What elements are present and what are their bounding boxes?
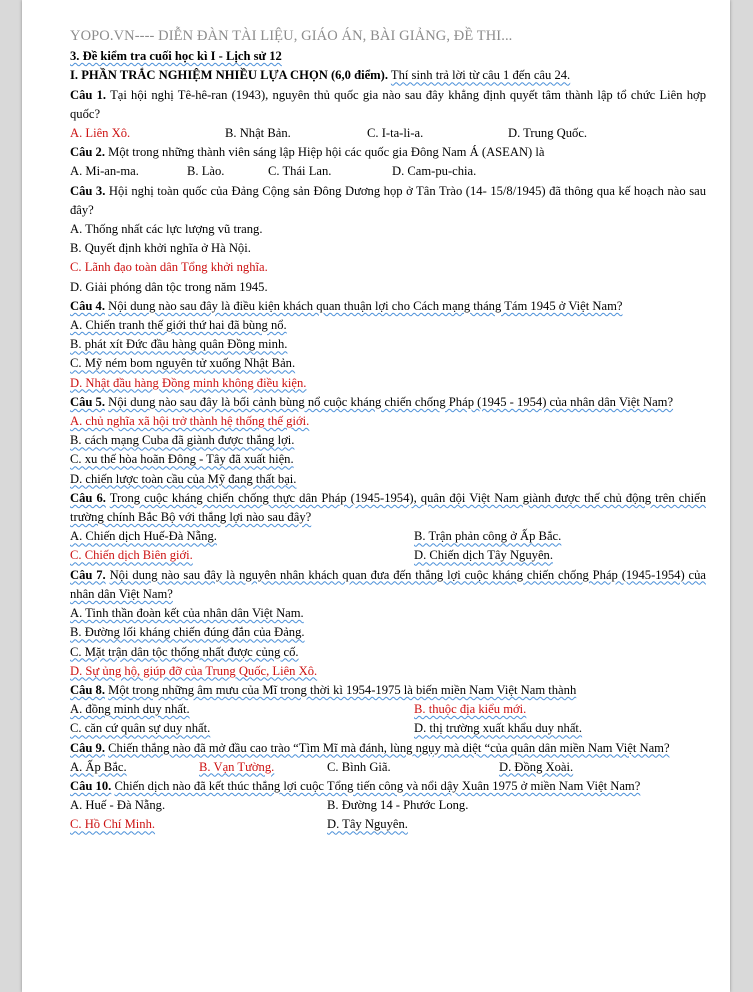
option: A. Mi-an-ma. — [70, 164, 139, 179]
option-correct: C. Lãnh đạo toàn dân Tổng khởi nghĩa. — [70, 260, 268, 275]
exam-title: 3. Đề kiểm tra cuối học kì I - Lịch sử 12 — [70, 49, 282, 64]
option-correct: A. Liên Xô. — [70, 126, 131, 141]
option-correct: D. Nhật đầu hàng Đồng minh không điều kiện. — [70, 375, 307, 390]
section-instruction: Thí sinh trả lời từ câu 1 đến câu 24. — [390, 68, 571, 83]
option: D. Trung Quốc. — [508, 126, 588, 141]
question-label: Câu 4. — [70, 298, 105, 313]
question-stem — [70, 182, 706, 220]
question-stem — [70, 297, 706, 316]
option: B. Trận phản công ở Ấp Bắc. — [414, 529, 562, 544]
option-correct: C. Hồ Chí Minh. — [70, 817, 156, 832]
option: C. Mặt trận dân tộc thống nhất được củng cố. — [70, 644, 299, 659]
section-title: I. PHẦN TRẮC NGHIỆM NHIỀU LỰA CHỌN (6,0 điểm). — [70, 68, 388, 83]
options-row — [70, 527, 706, 546]
options-row — [70, 815, 706, 834]
question-label: Câu 3. — [70, 183, 106, 198]
option-correct: B. Vạn Tường. — [199, 759, 275, 774]
option: C. Thái Lan. — [268, 164, 332, 179]
option: C. I-ta-li-a. — [367, 126, 424, 141]
question-label: Câu 1. — [70, 87, 107, 102]
option-correct: D. Sự ủng hộ, giúp đỡ của Trung Quốc, Liên Xô. — [70, 663, 318, 678]
option: B. phát xít Đức đầu hàng quân Đồng minh. — [70, 337, 288, 352]
option: D. Chiến dịch Tây Nguyên. — [414, 548, 553, 563]
question-label: Câu 2. — [70, 145, 105, 160]
question-text: Nội dung nào sau đây là bối cảnh bùng nổ cuộc kháng chiến chống Pháp (1945 - 1954) của nhân dân Việt Nam? — [108, 394, 674, 409]
option: B. Lào. — [187, 164, 225, 179]
options-row — [70, 124, 706, 143]
document-page — [22, 0, 730, 992]
option: C. Bình Giã. — [327, 759, 391, 774]
question-label: Câu 7. — [70, 567, 106, 582]
question-stem — [70, 86, 706, 124]
question-text: Tại hội nghị Tê-hê-ran (1943), nguyên thủ quốc gia nào sau đây khẳng định quyết tâm thành lập tổ chức Liên hợp quốc? — [70, 87, 707, 121]
question-text: Một trong những âm mưu của Mĩ trong thời kì 1954-1975 là biến miền Nam Việt Nam thành — [108, 682, 577, 697]
question-text: Nội dung nào sau đây là nguyên nhân khách quan đưa đến thắng lợi cuộc kháng chiến chống Pháp (1945-1954) của nhân dân Việt Nam? — [70, 567, 706, 601]
question-stem — [70, 739, 706, 758]
question-stem — [70, 566, 706, 604]
option-correct: C. Chiến dịch Biên giới. — [70, 548, 193, 563]
option: A. Chiến dịch Huế-Đà Nẵng. — [70, 529, 217, 544]
option: A. Tinh thần đoàn kết của nhân dân Việt Nam. — [70, 606, 304, 621]
question-stem — [70, 143, 706, 162]
option: D. thị trường xuất khẩu duy nhất. — [414, 721, 583, 736]
option: D. Cam-pu-chia. — [392, 164, 477, 179]
question-stem — [70, 393, 706, 412]
question-text: Chiến thắng nào đã mở đầu cao trào “Tìm Mĩ mà đánh, lùng ngụy mà diệt “của quân dân miền Nam Việt Nam? — [108, 740, 670, 755]
option: A. đồng minh duy nhất. — [70, 702, 190, 717]
options-row — [70, 546, 706, 565]
option: C. Mỹ ném bom nguyên tử xuống Nhật Bản. — [70, 356, 296, 371]
question-text: Trong cuộc kháng chiến chống thực dân Pháp (1945-1954), quân đội Việt Nam giành được thế chủ động trên chiến trường chính Bắc Bộ với thắng lợi nào sau đây? — [70, 490, 706, 525]
option: B. Đường lối kháng chiến đúng đắn của Đảng. — [70, 625, 305, 640]
option: D. Tây Nguyên. — [327, 817, 408, 832]
question-stem — [70, 681, 706, 700]
question-label: Câu 10. — [70, 778, 112, 793]
document-content — [70, 27, 706, 835]
question-label: Câu 5. — [70, 394, 105, 409]
option: B. cách mạng Cuba đã giành được thắng lợi. — [70, 433, 295, 448]
question-text: Chiến dịch nào đã kết thúc thắng lợi cuộc Tổng tiến công và nổi dậy Xuân 1975 ở miền Nam Việt Nam? — [114, 778, 641, 793]
question-label: Câu 8. — [70, 682, 105, 697]
option: D. Đồng Xoài. — [499, 759, 574, 774]
option: A. Ấp Bắc. — [70, 759, 127, 774]
section-heading — [70, 66, 706, 85]
option-correct: B. thuộc địa kiểu mới. — [414, 702, 527, 717]
option: B. Nhật Bản. — [225, 126, 291, 141]
option: C. căn cứ quân sự duy nhất. — [70, 721, 211, 736]
option: A. Chiến tranh thế giới thứ hai đã bùng nổ. — [70, 318, 287, 333]
question-text: Nội dung nào sau đây là điều kiện khách quan thuận lợi cho Cách mạng tháng Tám 1945 ở Việt Nam? — [108, 298, 623, 313]
options-row — [70, 796, 706, 815]
question-stem — [70, 489, 706, 527]
question-label: Câu 9. — [70, 740, 105, 755]
question-text: Một trong những thành viên sáng lập Hiệp hội các quốc gia Đông Nam Á (ASEAN) là — [108, 145, 545, 160]
option: B. Quyết định khởi nghĩa ở Hà Nội. — [70, 241, 251, 256]
options-row — [70, 700, 706, 719]
question-stem — [70, 777, 706, 796]
option-correct: A. chủ nghĩa xã hội trở thành hệ thống thế giới. — [70, 414, 310, 429]
option: C. xu thế hòa hoãn Đông - Tây đã xuất hiện. — [70, 452, 294, 467]
option: B. Đường 14 - Phước Long. — [327, 798, 469, 813]
question-label: Câu 6. — [70, 490, 106, 505]
option: A. Huế - Đà Nẵng. — [70, 798, 166, 813]
options-row — [70, 162, 706, 181]
option: D. Giải phóng dân tộc trong năm 1945. — [70, 279, 268, 294]
options-row — [70, 719, 706, 738]
option: A. Thống nhất các lực lượng vũ trang. — [70, 222, 263, 237]
site-header: YOPO.VN---- DIỄN ĐÀN TÀI LIỆU, GIÁO ÁN, BÀI GIẢNG, ĐỀ THI... — [70, 28, 513, 44]
question-text: Hội nghị toàn quốc của Đảng Cộng sản Đông Dương họp ở Tân Trào (14- 15/8/1945) đã thông qua kế hoạch nào sau đây? — [70, 183, 706, 217]
options-row — [70, 758, 706, 777]
option: D. chiến lược toàn cầu của Mỹ đang thất bại. — [70, 471, 297, 486]
